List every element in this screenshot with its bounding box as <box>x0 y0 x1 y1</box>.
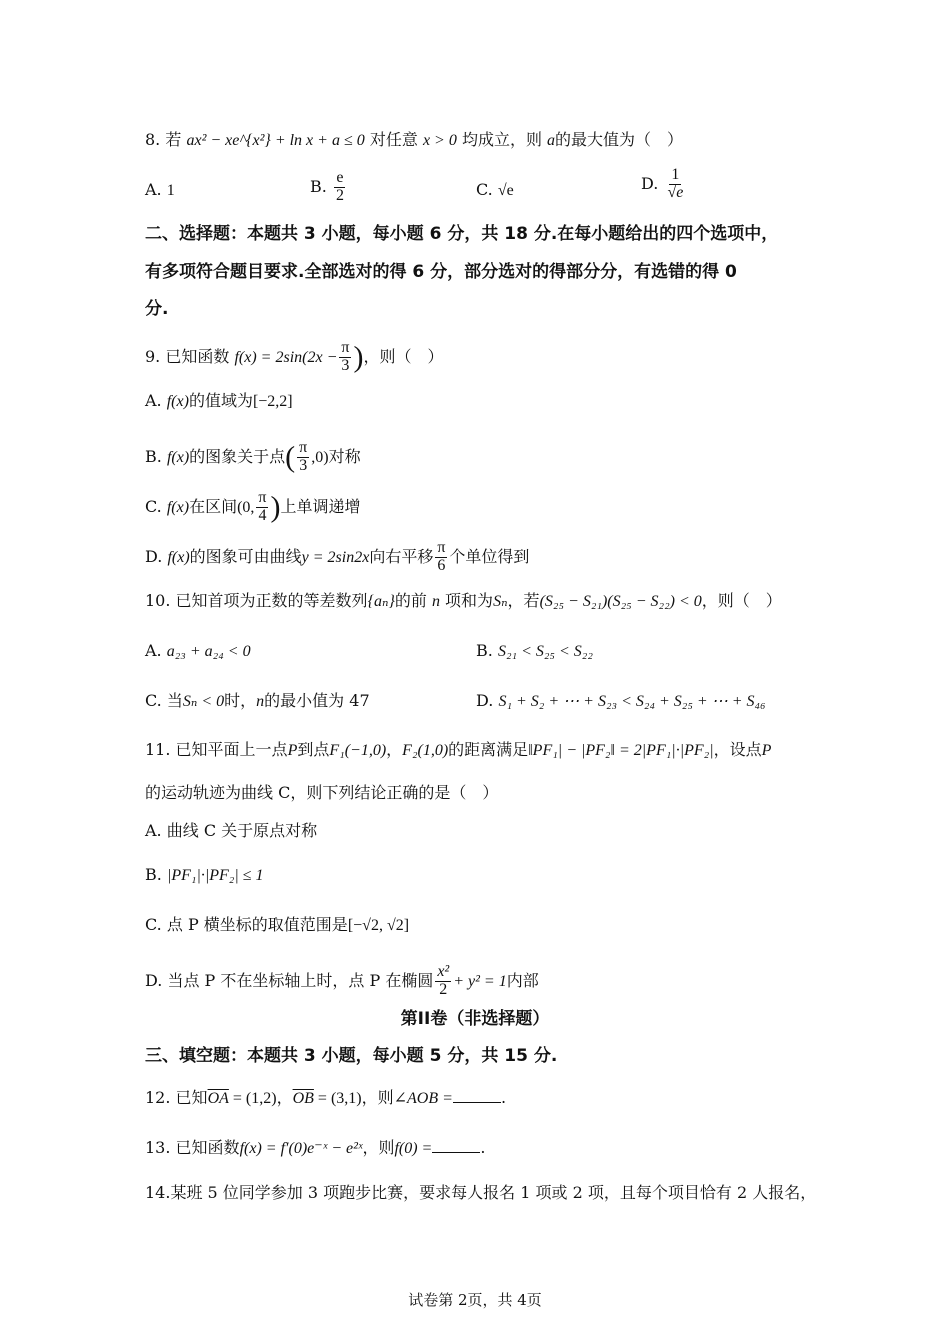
option-tail: 内部 <box>506 970 539 990</box>
close-paren: ) <box>270 490 281 524</box>
option-label: C. <box>476 180 493 199</box>
option-tail: 个单位得到 <box>449 546 530 566</box>
option-math: ,0) <box>311 448 329 466</box>
fraction-numerator: 1 <box>671 166 680 183</box>
answer-blank[interactable] <box>432 1140 480 1153</box>
q8-tail: 的最大值为（ ） <box>555 130 684 149</box>
q14-number: 14. <box>145 1183 171 1202</box>
option-math: f(x) <box>166 448 190 466</box>
option-value: 1 <box>166 182 175 199</box>
q11-point: P <box>761 742 772 759</box>
q13-math: f(0) = <box>394 1140 433 1157</box>
q9-prefix: 已知函数 <box>165 346 230 366</box>
q8-option-d <box>641 167 687 202</box>
q10-text: 项和为 <box>445 591 494 610</box>
option-text: 点 P 横坐标的取值范围是 <box>166 915 348 934</box>
question-8 <box>145 129 683 152</box>
option-math: [−√2, √2] <box>347 917 410 934</box>
option-math: y = 2sin2x <box>301 548 370 566</box>
fraction <box>256 490 268 525</box>
option-tail: 对称 <box>328 446 361 466</box>
fraction-numerator: π <box>437 539 446 556</box>
question-11 <box>145 739 771 762</box>
option-math: f(x) <box>167 548 190 566</box>
q12-end: . <box>500 1088 507 1107</box>
q11-comma: ， <box>386 740 403 759</box>
option-math: f(x) <box>166 393 189 410</box>
q8-mid: 对任意 <box>369 130 418 149</box>
q9-option-c <box>145 490 361 525</box>
fraction-numerator: π <box>341 339 350 356</box>
fraction <box>339 340 351 375</box>
q10-tail: ，则（ ） <box>701 591 782 610</box>
option-text: 当点 P 不在坐标轴上时，点 P 在椭圆 <box>167 970 434 990</box>
q9-close-paren: ) <box>353 340 364 374</box>
fraction-denominator: 6 <box>437 556 446 574</box>
q11-text: ，设点 <box>713 740 762 759</box>
fraction <box>334 170 346 205</box>
option-math: Sₙ < 0 <box>182 693 225 710</box>
option-label: B. <box>476 641 493 660</box>
q12-math: = (1,2) <box>228 1090 277 1107</box>
q13-math: f(x) = f′(0)e⁻ˣ − e²ˣ <box>239 1140 363 1157</box>
fraction-denominator: 2 <box>335 186 344 204</box>
q11-option-a <box>145 820 317 842</box>
fraction-denominator: 4 <box>258 506 267 524</box>
q9-function: f(x) = 2sin(2x − <box>234 348 338 366</box>
q11-number: 11. <box>145 740 171 759</box>
option-label: D. <box>476 691 494 710</box>
fraction-denominator: √e <box>667 183 684 201</box>
option-math: f(x) <box>166 498 190 516</box>
q10-option-c <box>145 690 370 713</box>
q11-option-d <box>145 964 539 999</box>
q12-math: = (3,1) <box>313 1090 362 1107</box>
q10-condition: (S₂₅ − S₂₁)(S₂₅ − S₂₂) < 0 <box>539 593 702 610</box>
option-label: A. <box>145 180 162 199</box>
option-math: n <box>256 693 265 710</box>
option-value: √e <box>497 182 514 199</box>
fraction-denominator: 2 <box>439 980 448 998</box>
option-label: B. <box>310 176 327 196</box>
q10-text: ，若 <box>507 591 540 610</box>
option-label: D. <box>641 173 659 193</box>
q12-number: 12. <box>145 1088 171 1107</box>
q11-line-2: 的运动轨迹为曲线 C，则下列结论正确的是（ ） <box>145 783 499 802</box>
q10-text: 已知首项为正数的等差数列 <box>175 591 368 610</box>
fraction <box>435 540 447 575</box>
option-tail: 上单调递增 <box>280 496 361 516</box>
section-2-line-1: 二、选择题：本题共 3 小题，每小题 6 分，共 18 分.在每小题给出的四个选项中， <box>145 224 779 244</box>
q12-text: ，则 <box>361 1088 394 1107</box>
q11-condition: ‖PF₁| − |PF₂‖ = 2|PF₁|·|PF₂| <box>528 742 714 759</box>
option-text: 当 <box>166 691 183 710</box>
q10-number: 10. <box>145 591 171 610</box>
q14-text: 某班 5 位同学参加 3 项跑步比赛，要求每人报名 1 项或 2 项，且每个项目恰有 2 人报名， <box>170 1183 817 1202</box>
fraction <box>297 440 309 475</box>
fraction <box>435 964 451 999</box>
part-2-title: 第II卷（非选择题） <box>400 1009 550 1029</box>
fraction-denominator: 3 <box>299 456 308 474</box>
option-label: C. <box>145 691 162 710</box>
fraction-numerator: e <box>336 169 344 186</box>
option-math: S₂₁ < S₂₅ < S₂₂ <box>497 643 593 660</box>
vector-oa: $\overline{OA}$ <box>207 1090 229 1107</box>
q11-option-b <box>145 864 264 887</box>
open-paren: (0, <box>237 498 255 516</box>
fraction-numerator: π <box>258 489 267 506</box>
q10-option-b <box>476 640 593 663</box>
q11-text: 已知平面上一点 <box>175 740 288 759</box>
q8-prefix: 若 <box>165 130 182 149</box>
q12-comma: ， <box>276 1088 293 1107</box>
q8-option-a <box>145 179 175 202</box>
option-text: 的图象可由曲线 <box>189 546 302 566</box>
option-label: A. <box>145 821 162 840</box>
option-label: B. <box>145 865 162 884</box>
q9-option-b <box>145 440 361 475</box>
q11-point: P <box>287 742 298 759</box>
option-label: B. <box>145 446 162 466</box>
question-12 <box>145 1087 506 1110</box>
question-14 <box>145 1182 816 1204</box>
q11-text: 到点 <box>297 740 330 759</box>
q13-text: 已知函数 <box>175 1138 240 1157</box>
q10-n: n <box>431 593 440 610</box>
option-text: 向右平移 <box>369 546 434 566</box>
q10-text: 的前 <box>394 591 427 610</box>
q10-option-d <box>476 690 766 713</box>
q8-option-c <box>476 179 514 202</box>
question-9 <box>145 340 443 375</box>
q9-option-a <box>145 390 293 413</box>
fraction-denominator: 3 <box>341 356 350 374</box>
option-text: 在区间 <box>189 496 238 516</box>
q8-number: 8. <box>145 130 161 149</box>
question-13 <box>145 1137 485 1160</box>
q8-option-b <box>310 170 348 205</box>
q10-seq: {aₙ} <box>367 593 395 610</box>
q11-f2: F₂(1,0) <box>402 742 449 759</box>
q13-text: ，则 <box>362 1138 395 1157</box>
option-text: 曲线 C 关于原点对称 <box>166 821 318 840</box>
q8-formula: ax² − xe^{x²} + ln x + a ≤ 0 <box>186 132 365 149</box>
option-math: [−2,2] <box>252 393 293 410</box>
option-math: a₂₃ + a₂₄ < 0 <box>166 643 251 660</box>
q13-end: . <box>480 1138 486 1157</box>
option-label: C. <box>145 915 162 934</box>
fraction-numerator: π <box>299 439 308 456</box>
option-math: S₁ + S₂ + ⋯ + S₂₃ < S₂₄ + S₂₅ + ⋯ + S₄₆ <box>498 693 766 710</box>
option-math: |PF₁|·|PF₂| ≤ 1 <box>166 867 264 884</box>
option-text: 的图象关于点 <box>189 446 286 466</box>
fraction-numerator: x² <box>437 963 450 980</box>
q12-math: ∠AOB = <box>393 1090 453 1107</box>
q11-option-c <box>145 914 409 937</box>
q12-text: 已知 <box>175 1088 208 1107</box>
option-label: C. <box>145 496 162 516</box>
q10-sn: Sₙ <box>493 593 508 610</box>
section-3-heading: 三、填空题：本题共 3 小题，每小题 5 分，共 15 分. <box>145 1046 558 1066</box>
q11-f1: F₁(−1,0) <box>329 742 387 759</box>
q9-option-d <box>145 540 529 575</box>
q8-suffix: 均成立，则 <box>461 130 542 149</box>
open-paren: ( <box>285 440 296 474</box>
answer-blank[interactable] <box>453 1090 501 1103</box>
q11-text: 的距离满足 <box>448 740 529 759</box>
fraction <box>665 167 685 202</box>
option-label: A. <box>145 641 162 660</box>
q9-number: 9. <box>145 346 161 366</box>
option-tail: 的最小值为 47 <box>264 691 370 710</box>
page-footer: 试卷第 2页，共 4页 <box>408 1291 542 1309</box>
option-math: + y² = 1 <box>453 972 507 990</box>
option-label: D. <box>145 546 163 566</box>
option-label: A. <box>145 391 162 410</box>
q13-number: 13. <box>145 1138 171 1157</box>
q10-option-a <box>145 640 251 663</box>
section-2-line-3: 分. <box>145 299 169 319</box>
q8-variable: a <box>547 132 556 149</box>
option-text: 的值域为 <box>188 391 253 410</box>
option-label: D. <box>145 970 163 990</box>
section-2-line-2: 有多项符合题目要求.全部选对的得 6 分，部分选对的得部分分，有选错的得 0 <box>145 262 737 282</box>
q8-condition: x > 0 <box>422 132 457 149</box>
question-10 <box>145 590 782 613</box>
option-text: 时， <box>224 691 257 710</box>
q9-tail: ，则（ ） <box>363 346 444 366</box>
vector-ob: $\overline{OB}$ <box>292 1090 314 1107</box>
